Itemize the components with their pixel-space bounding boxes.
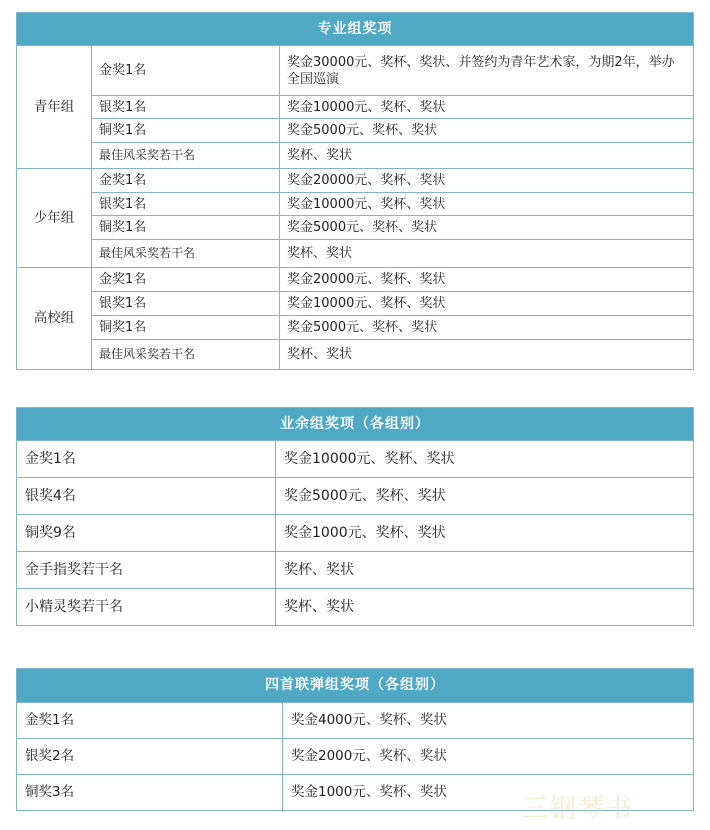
award-name: 金奖1名: [92, 46, 280, 96]
group-college: 高校组: [17, 268, 92, 370]
award-name: 小精灵奖若干名: [17, 589, 276, 626]
amateur-awards-title: 业余组奖项（各组别）: [17, 408, 694, 441]
award-prize: 奖杯、奖状: [280, 143, 694, 169]
award-prize: 奖金1000元、奖杯、奖状: [283, 775, 694, 811]
amateur-awards-table: [16, 407, 694, 626]
award-prize: 奖金20000元、奖杯、奖状: [280, 169, 694, 193]
award-prize: 奖金10000元、奖杯、奖状: [276, 441, 694, 478]
award-name: 银奖1名: [92, 292, 280, 316]
award-prize: 奖杯、奖状: [280, 240, 694, 268]
award-prize: 奖金4000元、奖杯、奖状: [283, 703, 694, 739]
award-name: 最佳风采奖若干名: [92, 143, 280, 169]
award-name: 银奖2名: [17, 739, 283, 775]
award-name: 金奖1名: [92, 268, 280, 292]
professional-awards-title: 专业组奖项: [17, 13, 694, 46]
award-name: 铜奖1名: [92, 216, 280, 240]
award-name: 铜奖9名: [17, 515, 276, 552]
award-name: 银奖1名: [92, 96, 280, 119]
award-prize: 奖金2000元、奖杯、奖状: [283, 739, 694, 775]
award-prize: 奖杯、奖状: [280, 340, 694, 370]
award-prize: 奖金20000元、奖杯、奖状: [280, 268, 694, 292]
award-prize: 奖金5000元、奖杯、奖状: [276, 478, 694, 515]
award-name: 铜奖1名: [92, 316, 280, 340]
award-name: 铜奖3名: [17, 775, 283, 811]
watermark: 三钢琴书: [522, 794, 635, 824]
professional-awards-table: [16, 12, 694, 370]
award-name: 银奖4名: [17, 478, 276, 515]
award-prize: 奖金5000元、奖杯、奖状: [280, 216, 694, 240]
award-name: 金奖1名: [17, 441, 276, 478]
award-name: 银奖1名: [92, 193, 280, 216]
award-name: 金手指奖若干名: [17, 552, 276, 589]
award-prize: 奖金1000元、奖杯、奖状: [276, 515, 694, 552]
award-name: 最佳风采奖若干名: [92, 240, 280, 268]
award-prize: 奖金30000元、奖杯、奖状、并签约为青年艺术家，为期2年，举办全国巡演: [280, 46, 694, 96]
award-name: 金奖1名: [92, 169, 280, 193]
award-name: 最佳风采奖若干名: [92, 340, 280, 370]
award-prize: 奖金5000元、奖杯、奖状: [280, 316, 694, 340]
award-prize: 奖金10000元、奖杯、奖状: [280, 96, 694, 119]
award-name: 金奖1名: [17, 703, 283, 739]
group-teen: 少年组: [17, 169, 92, 268]
group-youth: 青年组: [17, 46, 92, 169]
award-prize: 奖金10000元、奖杯、奖状: [280, 292, 694, 316]
award-name: 铜奖1名: [92, 119, 280, 143]
award-prize: 奖金5000元、奖杯、奖状: [280, 119, 694, 143]
award-prize: 奖杯、奖状: [276, 589, 694, 626]
award-prize: 奖金10000元、奖杯、奖状: [280, 193, 694, 216]
award-prize: 奖杯、奖状: [276, 552, 694, 589]
four-hands-awards-title: 四首联弹组奖项（各组别）: [17, 669, 694, 703]
